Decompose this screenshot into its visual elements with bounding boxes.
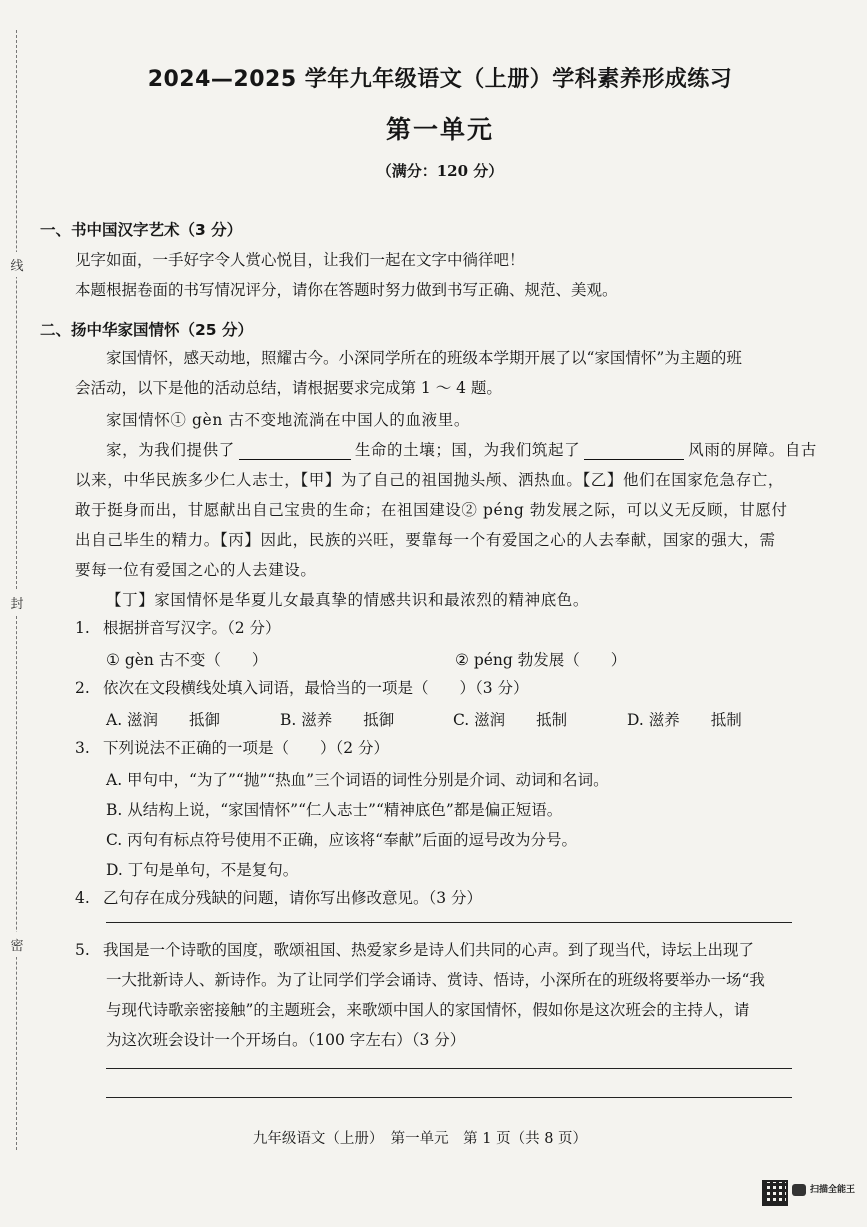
question-2-option-c[interactable]: C. 滋润 抵制 [453,711,568,729]
question-2 [75,678,795,698]
passage-line-2a: 家，为我们提供了 [106,441,235,459]
passage-blank-2[interactable] [584,443,684,460]
passage-blank-1[interactable] [239,443,351,460]
question-3-option-d[interactable]: D. 丁句是单句，不是复句。 [106,861,299,879]
question-4-answer-line[interactable] [106,922,792,923]
question-5-number: 5. [75,941,90,959]
passage-line-2b: 生命的土壤；国，为我们筑起了 [354,441,581,459]
question-2-number: 2. [75,679,90,697]
passage-line-7: 【丁】家国情怀是华夏儿女最真挚的情感共识和最浓烈的精神底色。 [106,591,590,609]
question-5-line-2: 一大批新诗人、新诗作。为了让同学们学会诵诗、赏诗、悟诗，小深所在的班级将要举办一场“我 [106,971,765,989]
binding-label-feng: 封 [8,590,26,615]
question-1-text: 根据拼音写汉字。（2 分） [103,619,281,637]
exam-title: 2024—2025 学年九年级语文（上册）学科素养形成练习 [147,67,733,92]
question-4-number: 4. [75,889,90,907]
question-1-item-a[interactable]: ① gèn 古不变（ ） [106,651,268,669]
question-5 [75,940,795,960]
question-3-option-a[interactable]: A. 甲句中，“为了”“抛”“热血”三个词语的词性分别是介词、动词和名词。 [106,771,609,789]
qr-code-icon [762,1180,788,1206]
question-3-text: 下列说法不正确的一项是（ ）（2 分） [103,739,390,757]
full-score: （满分：120 分） [376,162,504,180]
scanner-logo-icon [792,1184,806,1196]
question-2-option-b[interactable]: B. 滋养 抵御 [280,711,395,729]
section2-intro-1: 家国情怀，感天动地，照耀古今。小深同学所在的班级本学期开展了以“家国情怀”为主题的班 [106,349,742,367]
page-footer: 九年级语文（上册） 第一单元 第 1 页（共 8 页） [252,1131,588,1147]
passage-line-2c: 风雨的屏障。自古 [688,441,818,459]
passage-line-4: 敢于挺身而出，甘愿献出自己宝贵的生命；在祖国建设② péng 勃发展之际，可以义无反顾，甘愿付 [75,501,788,519]
passage-line-5: 出自己毕生的精力。【丙】因此，民族的兴旺，要靠每一个有爱国之心的人去奉献，国家的强大，需 [75,531,776,549]
binding-label-mi: 密 [8,932,26,957]
passage-line-2 [106,440,826,460]
question-1-number: 1. [75,619,90,637]
section1-text-1: 见字如面，一手好字令人赏心悦目，让我们一起在文字中徜徉吧！ [75,251,525,269]
question-3-option-c[interactable]: C. 丙句有标点符号使用不正确，应该将“奉献”后面的逗号改为分号。 [106,831,578,849]
question-2-text: 依次在文段横线处填入词语，最恰当的一项是（ ）（3 分） [103,679,529,697]
binding-label-xian: 线 [8,252,26,277]
question-5-line-4: 为这次班会设计一个开场白。（100 字左右）（3 分） [106,1031,466,1049]
question-5-answer-line-2[interactable] [106,1097,792,1098]
question-3-option-b[interactable]: B. 从结构上说，“家国情怀”“仁人志士”“精神底色”都是偏正短语。 [106,801,563,819]
scanner-watermark [760,1180,860,1220]
question-3-number: 3. [75,739,90,757]
question-2-option-d[interactable]: D. 滋养 抵制 [627,711,742,729]
question-5-answer-line-1[interactable] [106,1068,792,1069]
question-3 [75,738,795,758]
question-1 [75,618,795,638]
passage-line-6: 要每一位有爱国之心的人去建设。 [75,561,317,579]
section1-text-2: 本题根据卷面的书写情况评分，请你在答题时努力做到书写正确、规范、美观。 [75,281,618,299]
section2-heading: 二、扬中华家国情怀（25 分） [40,321,253,339]
section1-heading: 一、书中国汉字艺术（3 分） [40,221,243,239]
question-5-line-1: 我国是一个诗歌的国度，歌颂祖国、热爱家乡是诗人们共同的心声。到了现当代，诗坛上出现了 [103,941,755,959]
section2-intro-2: 会活动，以下是他的活动总结，请根据要求完成第 1 ～ 4 题。 [75,379,502,397]
question-4 [75,888,795,908]
unit-title: 第一单元 [385,115,494,144]
passage-line-3: 以来，中华民族多少仁人志士，【甲】为了自己的祖国抛头颅、洒热血。【乙】他们在国家危急存亡， [75,471,785,489]
question-2-option-a[interactable]: A. 滋润 抵御 [106,711,221,729]
passage-line-1: 家国情怀① gèn 古不变地流淌在中国人的血液里。 [106,411,470,429]
question-1-item-b[interactable]: ② péng 勃发展（ ） [455,651,627,669]
scanner-label: 扫描全能王 [810,1185,856,1195]
question-4-text: 乙句存在成分残缺的问题，请你写出修改意见。（3 分） [103,889,483,907]
question-5-line-3: 与现代诗歌亲密接触”的主题班会，来歌颂中国人的家国情怀，假如你是这次班会的主持人，请 [106,1001,750,1019]
